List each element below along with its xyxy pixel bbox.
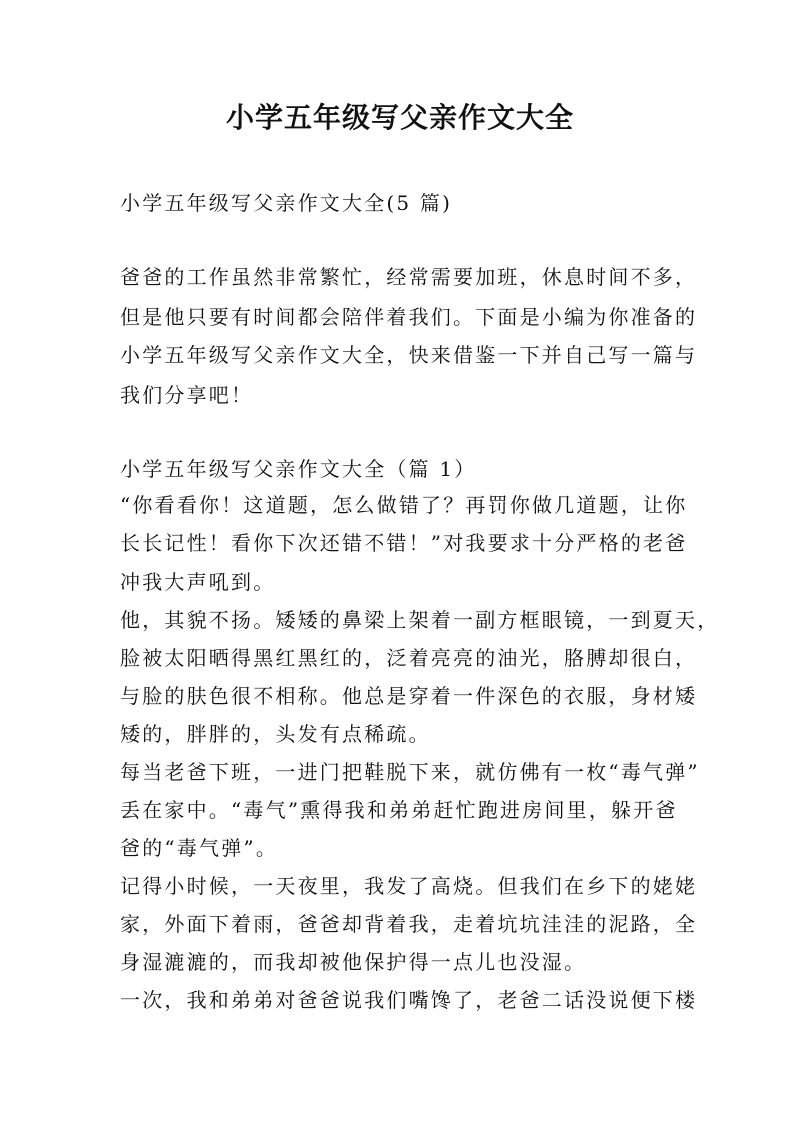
intro-line: 小学五年级写父亲作文大全，快来借鉴一下并自己写一篇与 [120, 343, 698, 367]
body-line: 与脸的肤色很不相称。他总是穿着一件深色的衣服，身材矮 [120, 684, 698, 708]
intro-line: 但是他只要有时间都会陪伴着我们。下面是小编为你准备的 [120, 305, 698, 329]
body-line: 矮的，胖胖的，头发有点稀疏。 [120, 722, 431, 746]
intro-line: 我们分享吧！ [120, 383, 254, 407]
document-title: 小学五年级写父亲作文大全 [225, 101, 574, 134]
section-heading: 小学五年级写父亲作文大全（篇 1） [120, 457, 477, 481]
body-line: 长长记性！看你下次还错不错！”对我要求十分严格的老爸 [120, 531, 688, 555]
body-line: 丢在家中。“毒气”熏得我和弟弟赶忙跑进房间里，躲开爸 [120, 798, 678, 822]
body-line: 爸的“毒气弹”。 [120, 836, 279, 860]
body-line: 记得小时候，一天夜里，我发了高烧。但我们在乡下的姥姥 [120, 874, 698, 898]
subtitle-line: 小学五年级写父亲作文大全(5 篇) [120, 191, 453, 215]
intro-line: 爸爸的工作虽然非常繁忙，经常需要加班，休息时间不多， [120, 265, 698, 289]
body-line: 身湿漉漉的，而我却被他保护得一点儿也没湿。 [120, 950, 587, 974]
body-line: 家，外面下着雨，爸爸却背着我，走着坑坑洼洼的泥路，全 [120, 912, 698, 936]
body-line: 每当老爸下班，一进门把鞋脱下来，就仿佛有一枚“毒气弹” [120, 760, 700, 784]
body-line: 脸被太阳晒得黑红黑红的，泛着亮亮的油光，胳膊却很白， [120, 646, 698, 670]
body-line: “你看看你！这道题，怎么做错了？再罚你做几道题，让你 [120, 493, 688, 517]
body-line: 他，其貌不扬。矮矮的鼻梁上架着一副方框眼镜，一到夏天， [120, 608, 720, 632]
body-line: 一次，我和弟弟对爸爸说我们嘴馋了，老爸二话没说便下楼 [120, 988, 698, 1012]
body-line: 冲我大声吼到。 [120, 570, 276, 594]
